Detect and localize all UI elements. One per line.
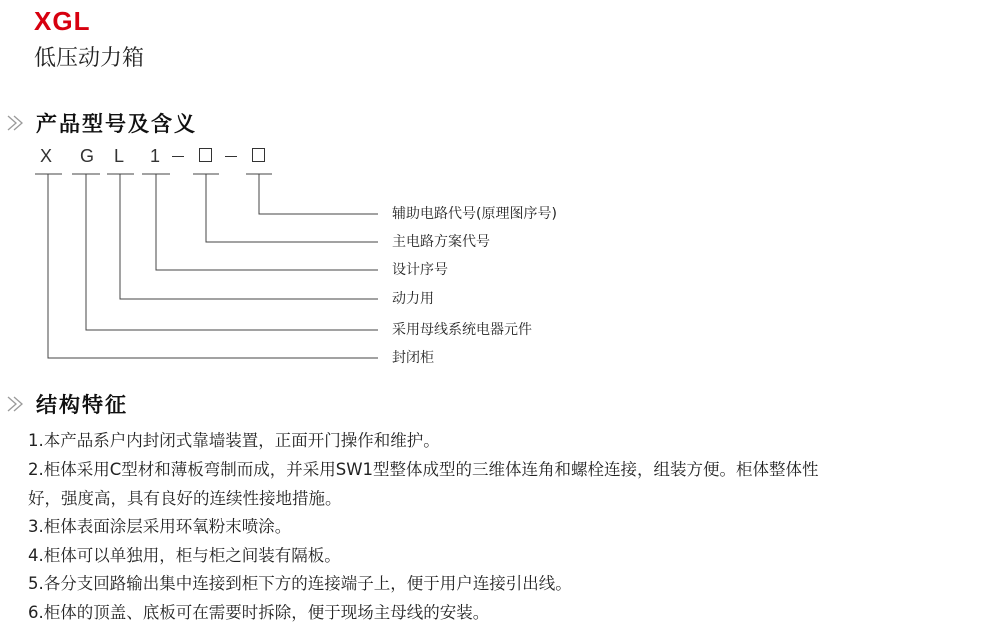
legend-power-use: 动力用 [392,291,434,307]
brand-title: XGL [34,6,91,36]
legend-busbar-system: 采用母线系统电器元件 [392,322,532,338]
section-title-model: 产品型号及含义 [36,112,197,136]
feature-item-3: 3.柜体表面涂层采用环氧粉末喷涂。 [28,517,292,536]
section-heading-structure [6,389,128,419]
legend-main-circuit: 主电路方案代号 [392,234,490,250]
code-char-l: L [114,146,125,166]
double-chevron-right-icon [6,393,28,415]
section-title-structure: 结构特征 [36,393,128,417]
feature-item-2: 2.柜体采用C型材和薄板弯制而成，并采用SW1型整体成型的三维体连角和螺栓连接，组装方便。柜体整体性 [28,460,819,479]
feature-item-6: 6.柜体的顶盖、底板可在需要时拆除，便于现场主母线的安装。 [28,603,490,622]
code-char-x: X [40,146,53,166]
legend-design-number: 设计序号 [392,262,448,278]
code-char-g: G [80,146,95,166]
product-subtitle: 低压动力箱 [34,46,145,71]
feature-item-2-cont: 好，强度高，具有良好的连续性接地措施。 [28,489,342,508]
legend-aux-circuit: 辅助电路代号(原理图序号) [392,206,557,222]
feature-item-1: 1.本产品系户内封闭式靠墙装置，正面开门操作和维护。 [28,431,440,450]
feature-item-5: 5.各分支回路输出集中连接到柜下方的连接端子上，便于用户连接引出线。 [28,574,572,593]
feature-item-4: 4.柜体可以单独用，柜与柜之间装有隔板。 [28,546,341,565]
code-char-1: 1 [150,146,161,166]
legend-enclosed-cabinet: 封闭柜 [392,350,434,366]
